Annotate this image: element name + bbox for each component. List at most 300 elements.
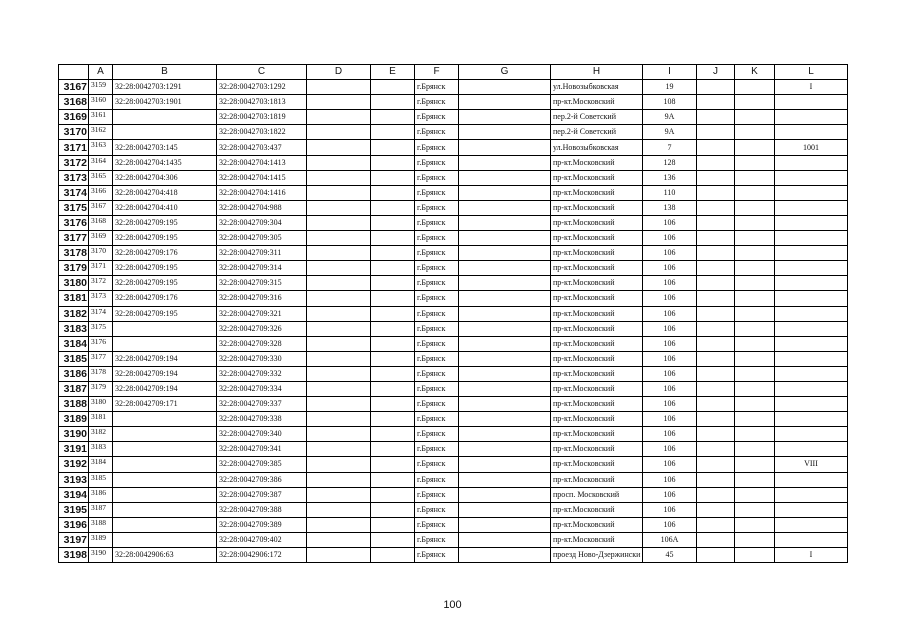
cell-e [371, 532, 415, 547]
cell-h: пр-кт.Московский [551, 306, 643, 321]
cell-j [697, 185, 735, 200]
cell-l [775, 412, 848, 427]
cell-h: пр-кт.Московский [551, 442, 643, 457]
cell-f: г.Брянск [415, 487, 459, 502]
cell-j [697, 532, 735, 547]
cell-j [697, 517, 735, 532]
table-row [59, 397, 848, 412]
cell-c: 32:28:0042709:402 [217, 532, 307, 547]
row-number: 3186 [59, 366, 89, 381]
cell-i: 106 [643, 487, 697, 502]
cell-d [307, 261, 371, 276]
cell-c: 32:28:0042709:389 [217, 517, 307, 532]
cell-g [459, 397, 551, 412]
cell-b [113, 502, 217, 517]
cell-k [735, 517, 775, 532]
table-row [59, 321, 848, 336]
cell-f: г.Брянск [415, 291, 459, 306]
row-number: 3197 [59, 532, 89, 547]
cell-e [371, 276, 415, 291]
cell-i: 106 [643, 517, 697, 532]
cell-g [459, 140, 551, 155]
cell-b: 32:28:0042709:195 [113, 231, 217, 246]
cell-b: 32:28:0042703:145 [113, 140, 217, 155]
cell-k [735, 261, 775, 276]
cell-a: 3184 [89, 457, 113, 472]
row-number: 3196 [59, 517, 89, 532]
cell-c: 32:28:0042703:437 [217, 140, 307, 155]
cell-k [735, 366, 775, 381]
cell-g [459, 502, 551, 517]
cell-g [459, 321, 551, 336]
cell-i: 106 [643, 427, 697, 442]
cell-i: 7 [643, 140, 697, 155]
cell-g [459, 336, 551, 351]
cell-a: 3178 [89, 366, 113, 381]
cell-b [113, 110, 217, 125]
cell-i: 106 [643, 306, 697, 321]
table-row [59, 487, 848, 502]
cell-d [307, 487, 371, 502]
cell-a: 3164 [89, 155, 113, 170]
cell-d [307, 397, 371, 412]
cell-l [775, 185, 848, 200]
table-row [59, 200, 848, 215]
cell-l [775, 246, 848, 261]
cell-d [307, 185, 371, 200]
cell-j [697, 140, 735, 155]
cell-i: 106 [643, 291, 697, 306]
cell-b: 32:28:0042709:176 [113, 291, 217, 306]
cell-h: пр-кт.Московский [551, 336, 643, 351]
cell-c: 32:28:0042709:304 [217, 215, 307, 230]
cell-h: пр-кт.Московский [551, 95, 643, 110]
cell-h: пр-кт.Московский [551, 291, 643, 306]
cell-b: 32:28:0042709:194 [113, 351, 217, 366]
cell-g [459, 517, 551, 532]
cell-g [459, 351, 551, 366]
cell-a: 3180 [89, 397, 113, 412]
table-row [59, 140, 848, 155]
cell-g [459, 291, 551, 306]
cell-b: 32:28:0042709:176 [113, 246, 217, 261]
cell-b: 32:28:0042704:1435 [113, 155, 217, 170]
table-row [59, 276, 848, 291]
cell-e [371, 140, 415, 155]
table-row [59, 95, 848, 110]
cell-d [307, 80, 371, 95]
row-number: 3189 [59, 412, 89, 427]
table-row [59, 80, 848, 95]
cell-b [113, 321, 217, 336]
cell-l [775, 351, 848, 366]
row-number: 3181 [59, 291, 89, 306]
cell-f: г.Брянск [415, 110, 459, 125]
cell-a: 3183 [89, 442, 113, 457]
row-number: 3174 [59, 185, 89, 200]
cell-e [371, 548, 415, 563]
cell-j [697, 351, 735, 366]
cell-i: 136 [643, 170, 697, 185]
cell-b: 32:28:0042703:1291 [113, 80, 217, 95]
row-number: 3176 [59, 215, 89, 230]
cell-f: г.Брянск [415, 351, 459, 366]
cell-b: 32:28:0042709:194 [113, 366, 217, 381]
cell-j [697, 336, 735, 351]
cell-h: пр-кт.Московский [551, 170, 643, 185]
cell-g [459, 215, 551, 230]
cell-e [371, 487, 415, 502]
cell-j [697, 200, 735, 215]
cell-j [697, 170, 735, 185]
cell-k [735, 185, 775, 200]
cell-l [775, 125, 848, 140]
table-row [59, 291, 848, 306]
cell-k [735, 457, 775, 472]
cell-a: 3187 [89, 502, 113, 517]
cell-h: пер.2-й Советский [551, 125, 643, 140]
cell-k [735, 502, 775, 517]
cell-j [697, 548, 735, 563]
cell-f: г.Брянск [415, 276, 459, 291]
cell-l [775, 517, 848, 532]
table-row [59, 412, 848, 427]
cell-c: 32:28:0042709:386 [217, 472, 307, 487]
cell-l [775, 381, 848, 396]
column-header-i: I [643, 65, 697, 80]
row-number: 3168 [59, 95, 89, 110]
cell-j [697, 246, 735, 261]
column-header-h: H [551, 65, 643, 80]
cell-k [735, 125, 775, 140]
cell-i: 106А [643, 532, 697, 547]
cell-c: 32:28:0042709:305 [217, 231, 307, 246]
cell-f: г.Брянск [415, 502, 459, 517]
cell-g [459, 231, 551, 246]
row-number: 3169 [59, 110, 89, 125]
cell-c: 32:28:0042709:387 [217, 487, 307, 502]
row-number: 3182 [59, 306, 89, 321]
cell-e [371, 336, 415, 351]
cell-j [697, 110, 735, 125]
cell-h: пр-кт.Московский [551, 472, 643, 487]
column-header-a: A [89, 65, 113, 80]
cell-j [697, 291, 735, 306]
cell-h: пр-кт.Московский [551, 517, 643, 532]
cell-i: 45 [643, 548, 697, 563]
cell-e [371, 291, 415, 306]
column-header-b: B [113, 65, 217, 80]
cell-b: 32:28:0042709:195 [113, 261, 217, 276]
cell-g [459, 110, 551, 125]
cell-k [735, 80, 775, 95]
cell-f: г.Брянск [415, 548, 459, 563]
cell-h: пер.2-й Советский [551, 110, 643, 125]
cell-d [307, 200, 371, 215]
cell-a: 3188 [89, 517, 113, 532]
cell-c: 32:28:0042709:332 [217, 366, 307, 381]
cell-i: 110 [643, 185, 697, 200]
cell-e [371, 110, 415, 125]
cell-e [371, 170, 415, 185]
cell-f: г.Брянск [415, 185, 459, 200]
cell-l [775, 487, 848, 502]
table-row [59, 110, 848, 125]
cell-i: 106 [643, 502, 697, 517]
cell-j [697, 487, 735, 502]
cell-f: г.Брянск [415, 306, 459, 321]
row-number: 3184 [59, 336, 89, 351]
cell-k [735, 215, 775, 230]
cell-k [735, 155, 775, 170]
row-number: 3190 [59, 427, 89, 442]
cell-j [697, 155, 735, 170]
cell-a: 3166 [89, 185, 113, 200]
cell-a: 3189 [89, 532, 113, 547]
table-row [59, 215, 848, 230]
cell-f: г.Брянск [415, 517, 459, 532]
cell-h: пр-кт.Московский [551, 457, 643, 472]
cell-e [371, 261, 415, 276]
cell-a: 3177 [89, 351, 113, 366]
cell-d [307, 336, 371, 351]
cell-d [307, 427, 371, 442]
cell-g [459, 548, 551, 563]
cell-c: 32:28:0042709:334 [217, 381, 307, 396]
cell-i: 106 [643, 231, 697, 246]
cell-b [113, 487, 217, 502]
cell-h: пр-кт.Московский [551, 351, 643, 366]
cell-c: 32:28:0042703:1813 [217, 95, 307, 110]
column-header-g: G [459, 65, 551, 80]
row-number: 3172 [59, 155, 89, 170]
cell-b: 32:28:0042709:194 [113, 381, 217, 396]
cell-g [459, 306, 551, 321]
column-header-j: J [697, 65, 735, 80]
cell-d [307, 532, 371, 547]
cell-k [735, 291, 775, 306]
cell-f: г.Брянск [415, 321, 459, 336]
row-number: 3173 [59, 170, 89, 185]
row-number: 3177 [59, 231, 89, 246]
cell-g [459, 170, 551, 185]
cell-a: 3170 [89, 246, 113, 261]
cell-g [459, 487, 551, 502]
cell-i: 106 [643, 442, 697, 457]
table-row [59, 548, 848, 563]
cell-j [697, 125, 735, 140]
cell-b [113, 427, 217, 442]
cell-f: г.Брянск [415, 397, 459, 412]
cell-h: пр-кт.Московский [551, 261, 643, 276]
cell-k [735, 397, 775, 412]
cell-h: пр-кт.Московский [551, 231, 643, 246]
table-row [59, 306, 848, 321]
cell-f: г.Брянск [415, 412, 459, 427]
cell-c: 32:28:0042709:311 [217, 246, 307, 261]
cell-j [697, 457, 735, 472]
cell-c: 32:28:0042709:328 [217, 336, 307, 351]
cell-h: просп. Московский [551, 487, 643, 502]
cell-j [697, 397, 735, 412]
cell-d [307, 472, 371, 487]
cell-i: 106 [643, 276, 697, 291]
cell-l [775, 200, 848, 215]
cell-l [775, 155, 848, 170]
cell-f: г.Брянск [415, 261, 459, 276]
cell-d [307, 412, 371, 427]
cell-d [307, 381, 371, 396]
cell-k [735, 170, 775, 185]
cell-e [371, 472, 415, 487]
cell-k [735, 472, 775, 487]
cell-g [459, 185, 551, 200]
cell-a: 3185 [89, 472, 113, 487]
row-number: 3188 [59, 397, 89, 412]
row-number: 3198 [59, 548, 89, 563]
cell-i: 106 [643, 381, 697, 396]
cell-e [371, 215, 415, 230]
table-row [59, 381, 848, 396]
corner-cell [59, 65, 89, 80]
cell-a: 3165 [89, 170, 113, 185]
cell-j [697, 215, 735, 230]
cell-c: 32:28:0042709:385 [217, 457, 307, 472]
row-number: 3193 [59, 472, 89, 487]
cell-l [775, 306, 848, 321]
column-header-f: F [415, 65, 459, 80]
table-row [59, 457, 848, 472]
cell-a: 3172 [89, 276, 113, 291]
table-row [59, 366, 848, 381]
cell-c: 32:28:0042709:316 [217, 291, 307, 306]
cell-l: I [775, 80, 848, 95]
cell-e [371, 231, 415, 246]
cell-h: пр-кт.Московский [551, 502, 643, 517]
cell-j [697, 276, 735, 291]
cell-d [307, 321, 371, 336]
cell-i: 106 [643, 261, 697, 276]
cell-f: г.Брянск [415, 457, 459, 472]
cell-g [459, 80, 551, 95]
cell-a: 3176 [89, 336, 113, 351]
cell-h: пр-кт.Московский [551, 155, 643, 170]
cell-b [113, 517, 217, 532]
cell-l: VIII [775, 457, 848, 472]
cell-f: г.Брянск [415, 170, 459, 185]
table-row [59, 472, 848, 487]
cell-l [775, 276, 848, 291]
cell-e [371, 427, 415, 442]
cell-e [371, 457, 415, 472]
cell-a: 3175 [89, 321, 113, 336]
cell-i: 106 [643, 457, 697, 472]
cell-f: г.Брянск [415, 532, 459, 547]
cell-j [697, 366, 735, 381]
cell-h: пр-кт.Московский [551, 246, 643, 261]
cell-a: 3179 [89, 381, 113, 396]
cell-c: 32:28:0042709:340 [217, 427, 307, 442]
cell-c: 32:28:0042709:337 [217, 397, 307, 412]
cell-j [697, 321, 735, 336]
cell-j [697, 502, 735, 517]
cell-h: пр-кт.Московский [551, 366, 643, 381]
cell-a: 3162 [89, 125, 113, 140]
row-number: 3171 [59, 140, 89, 155]
table-row [59, 170, 848, 185]
cell-c: 32:28:0042704:1415 [217, 170, 307, 185]
cell-d [307, 246, 371, 261]
cell-b: 32:28:0042709:195 [113, 215, 217, 230]
cell-k [735, 110, 775, 125]
cell-d [307, 231, 371, 246]
cell-h: пр-кт.Московский [551, 215, 643, 230]
cell-k [735, 95, 775, 110]
cell-g [459, 442, 551, 457]
cell-c: 32:28:0042704:1413 [217, 155, 307, 170]
cell-l: 1001 [775, 140, 848, 155]
cell-h: пр-кт.Московский [551, 185, 643, 200]
cell-g [459, 366, 551, 381]
cell-l [775, 397, 848, 412]
cell-l [775, 110, 848, 125]
cell-f: г.Брянск [415, 125, 459, 140]
cell-a: 3167 [89, 200, 113, 215]
cell-f: г.Брянск [415, 80, 459, 95]
cell-h: пр-кт.Московский [551, 427, 643, 442]
cell-d [307, 457, 371, 472]
cell-a: 3182 [89, 427, 113, 442]
table-row [59, 125, 848, 140]
cell-c: 32:28:0042703:1819 [217, 110, 307, 125]
cell-a: 3173 [89, 291, 113, 306]
cell-a: 3168 [89, 215, 113, 230]
cell-g [459, 457, 551, 472]
cell-l [775, 502, 848, 517]
table-row [59, 155, 848, 170]
cell-b: 32:28:0042704:410 [113, 200, 217, 215]
table-row [59, 231, 848, 246]
cell-l [775, 442, 848, 457]
cell-c: 32:28:0042709:314 [217, 261, 307, 276]
cell-l [775, 291, 848, 306]
cell-c: 32:28:0042703:1822 [217, 125, 307, 140]
cell-i: 106 [643, 472, 697, 487]
cell-g [459, 155, 551, 170]
cell-a: 3171 [89, 261, 113, 276]
table-row [59, 502, 848, 517]
cell-k [735, 427, 775, 442]
cell-l [775, 170, 848, 185]
cell-i: 106 [643, 397, 697, 412]
cell-c: 32:28:0042709:341 [217, 442, 307, 457]
cell-j [697, 381, 735, 396]
cell-k [735, 532, 775, 547]
cell-a: 3181 [89, 412, 113, 427]
cell-j [697, 472, 735, 487]
cell-k [735, 276, 775, 291]
cell-k [735, 140, 775, 155]
cell-h: ул.Новозыбковская [551, 140, 643, 155]
cell-g [459, 381, 551, 396]
row-number: 3179 [59, 261, 89, 276]
cell-l [775, 95, 848, 110]
cell-e [371, 321, 415, 336]
cell-f: г.Брянск [415, 336, 459, 351]
cell-c: 32:28:0042709:315 [217, 276, 307, 291]
row-number: 3185 [59, 351, 89, 366]
cell-g [459, 261, 551, 276]
